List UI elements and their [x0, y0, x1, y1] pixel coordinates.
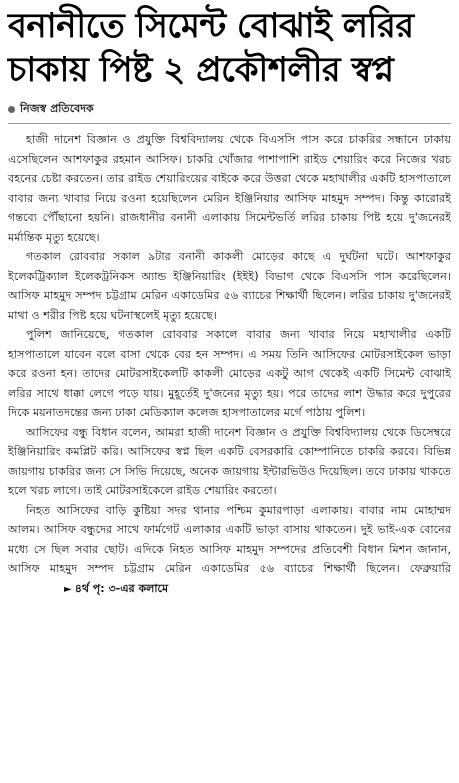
byline: নিজস্ব প্রতিবেদক — [20, 102, 94, 115]
paragraph-3: পুলিশ জানিয়েছে, গতকাল রোববার সকালে বাবার জন্য খাবার নিয়ে মহাখালীর একটি হাসপাতালে যাবেন বলে বাসা থেকে বের হন সম্পদ। এ সময় তিনি আসিফের মোটরসাইকেল ভাড়া করে রওনা হন। তাদের মোটরসাইকেলটি কাকলী মোড়ের একটু আগ থেকেই একটি সিমেন্ট বোঝাই লরির সাথে ধাক্কা লেগে পড়ে যায়। মুহূর্তেই দু'জনের মৃত্যু হয়। পরে তাদের লাশ উদ্ধার করে দুপুরের দিকে ময়নাতদন্তের জন্য ঢাকা মেডিক্যাল কলেজ হাসপাতালের মর্গে পাঠায় পুলিশ। — [8, 328, 451, 419]
paragraph-2: গতকাল রোববার সকাল ৯টার বনানী কাকলী মোড়ের কাছে এ দুর্ঘটনা ঘটে। আশফাকুর ইলেকট্রিক্যাল ইলেকট্রনিকস অ্যান্ড ইঞ্জিনিয়ারিং (ইইই) বিভাগ থেকে বিএসসি পাস করেছিলেন। আসিফ মাহমুদ সম্পদ চট্টগ্রাম মেরিন একাডেমির ৫৬ ব্যাচের শিক্ষার্থী ছিলেন। লরির চাকায় দু'জনেরই মাথা ও শরীর পিষ্ট হয়ে ঘটনাস্থলেই মৃত্যু হয়েছে। — [8, 250, 451, 322]
bullet-icon — [8, 106, 15, 113]
byline-row — [8, 100, 451, 119]
article-body — [8, 130, 451, 599]
headline — [8, 4, 451, 92]
continuation-jump-label: ৪র্থ পৃ: ৩-এর কলামে — [74, 581, 169, 595]
arrow-icon: ► — [64, 583, 72, 595]
paragraph-4: আসিফের বন্ধু বিধান বলেন, আমরা হাজী দানেশ বিজ্ঞান ও প্রযুক্তি বিশ্ববিদ্যালয় থেকে ডিসেম্বরে ইঞ্জিনিয়ারিং কমপ্লিট করি। আসিফের স্বপ্ন ছিল একটি বেসরকারি কোম্পানিতে চাকরি করবে। বিভিন্ন জায়গায় চাকরির জন্য সে সিভি দিয়েছে, অনেক জায়গায় ইন্টারভিউও দিয়েছিল। তবে ঢাকায় থাকতে হলে খরচ লাগে। তাই মোটরসাইকেলে রাইড শেয়ারিং করতো। — [8, 425, 451, 497]
divider — [8, 123, 451, 124]
continuation-jump[interactable] — [46, 579, 168, 600]
paragraph-5 — [8, 501, 451, 600]
headline-line-2: চাকায় পিষ্ট ২ প্রকৌশলীর স্বপ্ন — [8, 50, 394, 90]
paragraph-1: হাজী দানেশ বিজ্ঞান ও প্রযুক্তি বিশ্ববিদ্যালয় থেকে বিএসসি পাস করে চাকরির সন্ধানে ঢাকায় এসেছিলেন আশফাকুর রহমান আসিফ। চাকরি খোঁজার পাশাপাশি রাইড শেয়ারিং করে নিজের খরচ বহনের চেষ্টা করতেন। তার রাইড শেয়ারিংয়ের বাইকে করে উত্তরা থেকে মহাখালীর একটি হাসপাতালে বাবার জন্য খাবার নিয়ে রওনা হয়েছিলেন মেরিন ইঞ্জিনিয়ার আসিফ মাহমুদ সম্পদ। কিন্তু কারোরই গন্তব্যে পৌঁছানো হয়নি। রাজধানীর বনানী এলাকায় সিমেন্টভর্তি লরির চাকায় পিষ্ট হয়ে দু'জনেরই মর্মান্তিক মৃত্যু হয়েছে। — [8, 133, 451, 244]
headline-line-1: বনানীতে সিমেন্ট বোঝাই লরির — [8, 6, 414, 46]
paragraph-5-text: নিহত আসিফের বাড়ি কুষ্টিয়া সদর থানার পশ্চিম কুমারপাড়া এলাকায়। বাবার নাম মোহাম্মদ আলম। আসিফ বন্ধুদের সাথে ফার্মগেট এলাকার একটি ভাড়া বাসায় থাকতেন। দুই ভাই-এক বোনের মধ্যে সে ছিল সবার ছোট। এদিকে নিহত আসিফ মাহমুদ সম্পদের প্রতিবেশী বিধান মিশন জানান, আসিফ মাহমুদ সম্পদ চট্টগ্রাম মেরিন একাডেমির ৫৬ ব্যাচের শিক্ষার্থী ছিলেন। ফেব্রুয়ারি — [8, 503, 451, 575]
